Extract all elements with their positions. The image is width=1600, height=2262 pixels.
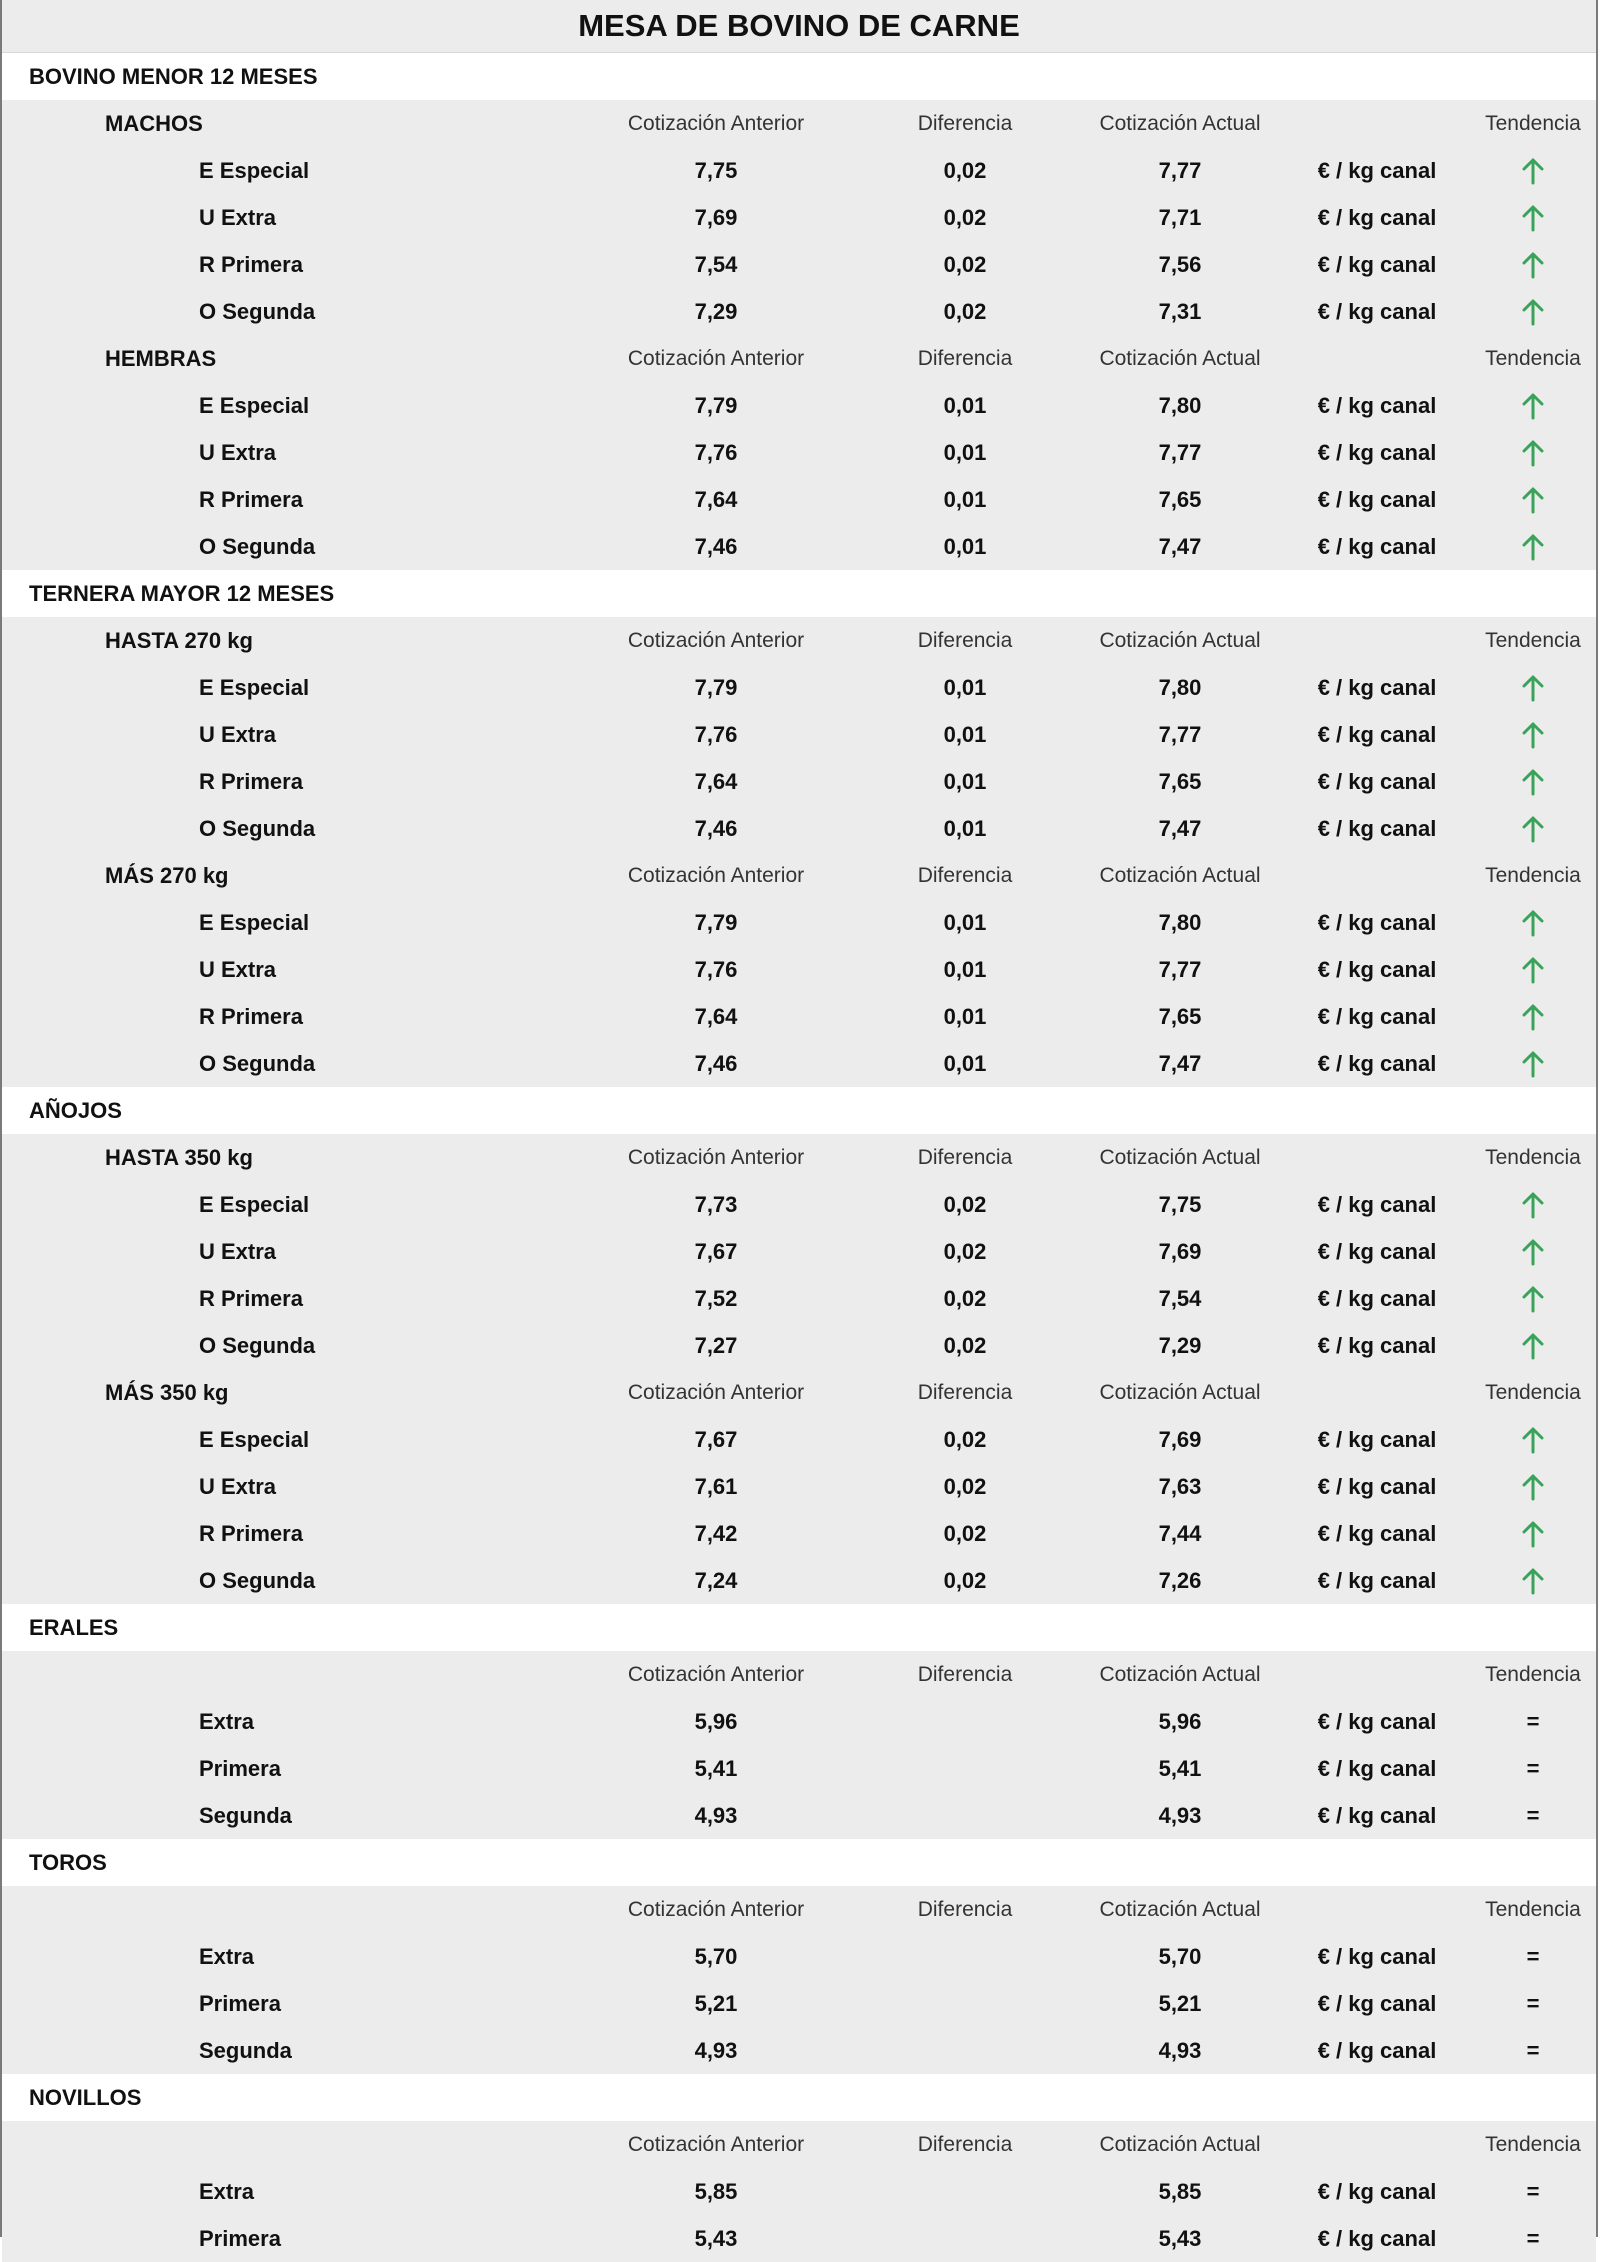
trend-up-arrow-icon [1521, 1228, 1545, 1266]
price-row [2, 382, 1596, 429]
price-row [2, 946, 1596, 993]
unit-label: € / kg canal [1317, 1333, 1437, 1358]
price-difference: 0,01 [943, 393, 987, 418]
category-label: E Especial [199, 1427, 310, 1452]
group-label: HEMBRAS [105, 346, 217, 371]
category-label: O Segunda [199, 816, 316, 841]
price-difference: 0,02 [943, 1427, 987, 1452]
header-cotizacion-anterior: Cotización Anterior [627, 347, 805, 370]
previous-price: 7,24 [694, 1568, 738, 1593]
header-tendencia: Tendencia [1485, 1663, 1581, 1686]
header-tendencia: Tendencia [1485, 864, 1581, 887]
trend-up-arrow-icon [1521, 711, 1545, 749]
price-difference: 0,01 [943, 722, 987, 747]
current-price: 7,47 [1158, 534, 1202, 559]
category-label: U Extra [199, 205, 277, 230]
section-header [2, 53, 1596, 100]
current-price: 7,77 [1158, 722, 1202, 747]
trend-up-arrow-icon [1521, 1040, 1545, 1078]
unit-label: € / kg canal [1317, 1239, 1437, 1264]
unit-label: € / kg canal [1317, 816, 1437, 841]
price-row [2, 1040, 1596, 1087]
section-label: NOVILLOS [29, 2085, 142, 2110]
unit-label: € / kg canal [1317, 1051, 1437, 1076]
trend-up-arrow-icon [1521, 1557, 1545, 1595]
price-row [2, 1463, 1596, 1510]
unit-label: € / kg canal [1317, 440, 1437, 465]
trend-up-arrow-icon [1521, 1181, 1545, 1219]
price-row [2, 1228, 1596, 1275]
trend-equal-icon: = [1526, 1756, 1540, 1781]
current-price: 7,80 [1158, 910, 1202, 935]
unit-label: € / kg canal [1317, 2038, 1437, 2063]
current-price: 5,41 [1158, 1756, 1202, 1781]
unit-label: € / kg canal [1317, 1427, 1437, 1452]
category-label: Primera [199, 1991, 281, 2016]
price-row [2, 1745, 1596, 1792]
current-price: 7,31 [1158, 299, 1202, 324]
header-cotizacion-anterior: Cotización Anterior [627, 1381, 805, 1404]
previous-price: 7,64 [694, 1004, 738, 1029]
section-label: TOROS [29, 1850, 107, 1875]
header-diferencia: Diferencia [917, 1663, 1013, 1686]
price-row [2, 1322, 1596, 1369]
trend-equal-icon: = [1526, 2038, 1540, 2063]
header-cotizacion-anterior: Cotización Anterior [627, 629, 805, 652]
previous-price: 7,61 [694, 1474, 738, 1499]
current-price: 7,75 [1158, 1192, 1202, 1217]
category-label: R Primera [199, 1004, 303, 1029]
unit-label: € / kg canal [1317, 2179, 1437, 2204]
trend-up-arrow-icon [1521, 946, 1545, 984]
category-label: U Extra [199, 722, 277, 747]
price-row [2, 1181, 1596, 1228]
price-difference: 0,02 [943, 299, 987, 324]
unit-label: € / kg canal [1317, 205, 1437, 230]
previous-price: 4,93 [694, 1803, 738, 1828]
unit-label: € / kg canal [1317, 957, 1437, 982]
price-difference: 0,02 [943, 1239, 987, 1264]
current-price: 7,44 [1158, 1521, 1202, 1546]
header-cotizacion-actual: Cotización Actual [1099, 1381, 1261, 1404]
group-header-row [2, 2121, 1596, 2168]
trend-up-arrow-icon [1521, 429, 1545, 467]
unit-label: € / kg canal [1317, 1521, 1437, 1546]
category-label: O Segunda [199, 299, 316, 324]
price-difference: 0,01 [943, 769, 987, 794]
unit-label: € / kg canal [1317, 2226, 1437, 2251]
unit-label: € / kg canal [1317, 534, 1437, 559]
current-price: 7,65 [1158, 1004, 1202, 1029]
page-title: MESA DE BOVINO DE CARNE [2, 0, 1596, 53]
previous-price: 7,42 [694, 1521, 738, 1546]
header-cotizacion-anterior: Cotización Anterior [627, 1898, 805, 1921]
category-label: U Extra [199, 957, 277, 982]
previous-price: 7,29 [694, 299, 738, 324]
current-price: 7,65 [1158, 769, 1202, 794]
group-header-row [2, 1651, 1596, 1698]
group-header-row [2, 1369, 1596, 1416]
current-price: 7,69 [1158, 1239, 1202, 1264]
group-label: MACHOS [105, 111, 203, 136]
price-row [2, 147, 1596, 194]
section-label: BOVINO MENOR 12 MESES [29, 64, 318, 89]
category-label: E Especial [199, 158, 310, 183]
category-label: O Segunda [199, 534, 316, 559]
current-price: 4,93 [1158, 2038, 1202, 2063]
section-header [2, 2074, 1596, 2121]
header-cotizacion-anterior: Cotización Anterior [627, 1663, 805, 1686]
header-tendencia: Tendencia [1485, 1898, 1581, 1921]
trend-up-arrow-icon [1521, 194, 1545, 232]
category-label: U Extra [199, 1239, 277, 1264]
unit-label: € / kg canal [1317, 299, 1437, 324]
price-difference: 0,01 [943, 675, 987, 700]
header-tendencia: Tendencia [1485, 629, 1581, 652]
section-body [2, 2121, 1596, 2262]
current-price: 7,47 [1158, 816, 1202, 841]
price-row [2, 1792, 1596, 1839]
price-difference: 0,02 [943, 1333, 987, 1358]
current-price: 5,43 [1158, 2226, 1202, 2251]
category-label: R Primera [199, 1286, 303, 1311]
price-row [2, 1933, 1596, 1980]
header-tendencia: Tendencia [1485, 347, 1581, 370]
trend-equal-icon: = [1526, 1709, 1540, 1734]
section-label: ERALES [29, 1615, 119, 1640]
unit-label: € / kg canal [1317, 1004, 1437, 1029]
group-header-row [2, 852, 1596, 899]
header-cotizacion-actual: Cotización Actual [1099, 1898, 1261, 1921]
trend-up-arrow-icon [1521, 288, 1545, 326]
current-price: 7,47 [1158, 1051, 1202, 1076]
group-label: HASTA 350 kg [105, 1145, 253, 1170]
header-cotizacion-anterior: Cotización Anterior [627, 112, 805, 135]
header-tendencia: Tendencia [1485, 1381, 1581, 1404]
previous-price: 7,75 [694, 158, 738, 183]
previous-price: 4,93 [694, 2038, 738, 2063]
category-label: R Primera [199, 769, 303, 794]
unit-label: € / kg canal [1317, 675, 1437, 700]
current-price: 7,80 [1158, 393, 1202, 418]
previous-price: 7,54 [694, 252, 738, 277]
current-price: 7,65 [1158, 487, 1202, 512]
trend-up-arrow-icon [1521, 1510, 1545, 1548]
price-row [2, 2215, 1596, 2262]
header-cotizacion-actual: Cotización Actual [1099, 112, 1261, 135]
section-header [2, 1087, 1596, 1134]
header-cotizacion-actual: Cotización Actual [1099, 629, 1261, 652]
unit-label: € / kg canal [1317, 1944, 1437, 1969]
price-difference: 0,02 [943, 252, 987, 277]
header-diferencia: Diferencia [917, 1146, 1013, 1169]
category-label: Extra [199, 2179, 255, 2204]
trend-up-arrow-icon [1521, 523, 1545, 561]
trend-up-arrow-icon [1521, 899, 1545, 937]
category-label: E Especial [199, 675, 310, 700]
trend-up-arrow-icon [1521, 758, 1545, 796]
trend-up-arrow-icon [1521, 664, 1545, 702]
header-cotizacion-actual: Cotización Actual [1099, 347, 1261, 370]
trend-equal-icon: = [1526, 2226, 1540, 2251]
previous-price: 7,67 [694, 1239, 738, 1264]
trend-up-arrow-icon [1521, 241, 1545, 279]
trend-up-arrow-icon [1521, 805, 1545, 843]
unit-label: € / kg canal [1317, 1568, 1437, 1593]
previous-price: 7,64 [694, 487, 738, 512]
category-label: E Especial [199, 1192, 310, 1217]
group-header-row [2, 617, 1596, 664]
price-difference: 0,01 [943, 1051, 987, 1076]
category-label: E Especial [199, 393, 310, 418]
section-body [2, 1651, 1596, 1839]
price-difference: 0,02 [943, 1286, 987, 1311]
category-label: U Extra [199, 1474, 277, 1499]
unit-label: € / kg canal [1317, 1286, 1437, 1311]
previous-price: 5,96 [694, 1709, 738, 1734]
unit-label: € / kg canal [1317, 910, 1437, 935]
price-difference: 0,02 [943, 1568, 987, 1593]
previous-price: 7,76 [694, 957, 738, 982]
previous-price: 7,76 [694, 722, 738, 747]
previous-price: 7,46 [694, 816, 738, 841]
trend-up-arrow-icon [1521, 1463, 1545, 1501]
price-difference: 0,01 [943, 1004, 987, 1029]
current-price: 5,21 [1158, 1991, 1202, 2016]
price-difference: 0,02 [943, 158, 987, 183]
price-row [2, 476, 1596, 523]
group-header-row [2, 100, 1596, 147]
price-row [2, 194, 1596, 241]
unit-label: € / kg canal [1317, 1192, 1437, 1217]
section-label: TERNERA MAYOR 12 MESES [29, 581, 335, 606]
trend-up-arrow-icon [1521, 1275, 1545, 1313]
section-header [2, 1604, 1596, 1651]
price-row [2, 711, 1596, 758]
group-label: HASTA 270 kg [105, 628, 253, 653]
trend-up-arrow-icon [1521, 1416, 1545, 1454]
price-row [2, 1416, 1596, 1463]
header-diferencia: Diferencia [917, 347, 1013, 370]
category-label: R Primera [199, 1521, 303, 1546]
price-row [2, 1510, 1596, 1557]
header-cotizacion-anterior: Cotización Anterior [627, 1146, 805, 1169]
current-price: 5,85 [1158, 2179, 1202, 2204]
unit-label: € / kg canal [1317, 1709, 1437, 1734]
trend-up-arrow-icon [1521, 993, 1545, 1031]
price-difference: 0,02 [943, 1521, 987, 1546]
category-label: U Extra [199, 440, 277, 465]
previous-price: 5,70 [694, 1944, 738, 1969]
category-label: Extra [199, 1709, 255, 1734]
header-cotizacion-anterior: Cotización Anterior [627, 864, 805, 887]
current-price: 4,93 [1158, 1803, 1202, 1828]
price-difference: 0,01 [943, 440, 987, 465]
trend-up-arrow-icon [1521, 476, 1545, 514]
header-cotizacion-actual: Cotización Actual [1099, 1663, 1261, 1686]
unit-label: € / kg canal [1317, 393, 1437, 418]
header-cotizacion-actual: Cotización Actual [1099, 2133, 1261, 2156]
previous-price: 7,76 [694, 440, 738, 465]
price-difference: 0,01 [943, 910, 987, 935]
section-body [2, 1134, 1596, 1604]
unit-label: € / kg canal [1317, 1803, 1437, 1828]
section-body [2, 100, 1596, 570]
category-label: O Segunda [199, 1333, 316, 1358]
price-row [2, 523, 1596, 570]
category-label: O Segunda [199, 1051, 316, 1076]
price-row [2, 805, 1596, 852]
category-label: Segunda [199, 2038, 292, 2063]
category-label: Primera [199, 1756, 281, 1781]
unit-label: € / kg canal [1317, 158, 1437, 183]
price-difference: 0,02 [943, 1192, 987, 1217]
header-diferencia: Diferencia [917, 1381, 1013, 1404]
category-label: R Primera [199, 487, 303, 512]
previous-price: 7,64 [694, 769, 738, 794]
price-row [2, 1557, 1596, 1604]
price-row [2, 241, 1596, 288]
previous-price: 7,73 [694, 1192, 738, 1217]
category-label: Extra [199, 1944, 255, 1969]
header-diferencia: Diferencia [917, 864, 1013, 887]
trend-up-arrow-icon [1521, 1322, 1545, 1360]
previous-price: 7,46 [694, 534, 738, 559]
category-label: E Especial [199, 910, 310, 935]
current-price: 7,77 [1158, 957, 1202, 982]
unit-label: € / kg canal [1317, 487, 1437, 512]
previous-price: 5,43 [694, 2226, 738, 2251]
price-row [2, 429, 1596, 476]
trend-equal-icon: = [1526, 1944, 1540, 1969]
trend-equal-icon: = [1526, 1991, 1540, 2016]
current-price: 7,71 [1158, 205, 1202, 230]
current-price: 7,29 [1158, 1333, 1202, 1358]
group-label: MÁS 350 kg [105, 1380, 229, 1405]
current-price: 7,69 [1158, 1427, 1202, 1452]
current-price: 7,77 [1158, 158, 1202, 183]
header-cotizacion-actual: Cotización Actual [1099, 864, 1261, 887]
previous-price: 7,67 [694, 1427, 738, 1452]
current-price: 7,56 [1158, 252, 1202, 277]
current-price: 7,77 [1158, 440, 1202, 465]
trend-up-arrow-icon [1521, 147, 1545, 185]
price-row [2, 2168, 1596, 2215]
category-label: R Primera [199, 252, 303, 277]
previous-price: 5,21 [694, 1991, 738, 2016]
category-label: Primera [199, 2226, 281, 2251]
previous-price: 7,79 [694, 393, 738, 418]
previous-price: 7,46 [694, 1051, 738, 1076]
previous-price: 5,41 [694, 1756, 738, 1781]
unit-label: € / kg canal [1317, 1474, 1437, 1499]
current-price: 5,96 [1158, 1709, 1202, 1734]
section-body [2, 617, 1596, 1087]
price-row [2, 2027, 1596, 2074]
trend-up-arrow-icon [1521, 382, 1545, 420]
header-diferencia: Diferencia [917, 112, 1013, 135]
current-price: 7,54 [1158, 1286, 1202, 1311]
section-header [2, 570, 1596, 617]
price-row [2, 288, 1596, 335]
price-difference: 0,02 [943, 1474, 987, 1499]
group-header-row [2, 1886, 1596, 1933]
unit-label: € / kg canal [1317, 252, 1437, 277]
price-difference: 0,01 [943, 534, 987, 559]
previous-price: 7,27 [694, 1333, 738, 1358]
unit-label: € / kg canal [1317, 1756, 1437, 1781]
previous-price: 7,79 [694, 675, 738, 700]
group-header-row [2, 335, 1596, 382]
header-tendencia: Tendencia [1485, 2133, 1581, 2156]
price-difference: 0,01 [943, 487, 987, 512]
header-tendencia: Tendencia [1485, 112, 1581, 135]
price-difference: 0,02 [943, 205, 987, 230]
current-price: 7,80 [1158, 675, 1202, 700]
category-label: O Segunda [199, 1568, 316, 1593]
previous-price: 7,69 [694, 205, 738, 230]
price-difference: 0,01 [943, 816, 987, 841]
trend-equal-icon: = [1526, 1803, 1540, 1828]
current-price: 7,26 [1158, 1568, 1202, 1593]
section-label: AÑOJOS [29, 1098, 122, 1123]
price-row [2, 993, 1596, 1040]
price-table [2, 53, 1596, 2262]
price-difference: 0,01 [943, 957, 987, 982]
previous-price: 7,79 [694, 910, 738, 935]
price-row [2, 899, 1596, 946]
group-label: MÁS 270 kg [105, 863, 229, 888]
section-body [2, 1886, 1596, 2074]
section-header [2, 1839, 1596, 1886]
previous-price: 7,52 [694, 1286, 738, 1311]
price-row [2, 758, 1596, 805]
unit-label: € / kg canal [1317, 722, 1437, 747]
group-header-row [2, 1134, 1596, 1181]
header-diferencia: Diferencia [917, 1898, 1013, 1921]
price-row [2, 1698, 1596, 1745]
unit-label: € / kg canal [1317, 1991, 1437, 2016]
unit-label: € / kg canal [1317, 769, 1437, 794]
header-tendencia: Tendencia [1485, 1146, 1581, 1169]
header-diferencia: Diferencia [917, 2133, 1013, 2156]
trend-equal-icon: = [1526, 2179, 1540, 2204]
price-row [2, 1275, 1596, 1322]
price-row [2, 1980, 1596, 2027]
category-label: Segunda [199, 1803, 292, 1828]
previous-price: 5,85 [694, 2179, 738, 2204]
current-price: 7,63 [1158, 1474, 1202, 1499]
header-cotizacion-actual: Cotización Actual [1099, 1146, 1261, 1169]
header-cotizacion-anterior: Cotización Anterior [627, 2133, 805, 2156]
current-price: 5,70 [1158, 1944, 1202, 1969]
header-diferencia: Diferencia [917, 629, 1013, 652]
price-row [2, 664, 1596, 711]
